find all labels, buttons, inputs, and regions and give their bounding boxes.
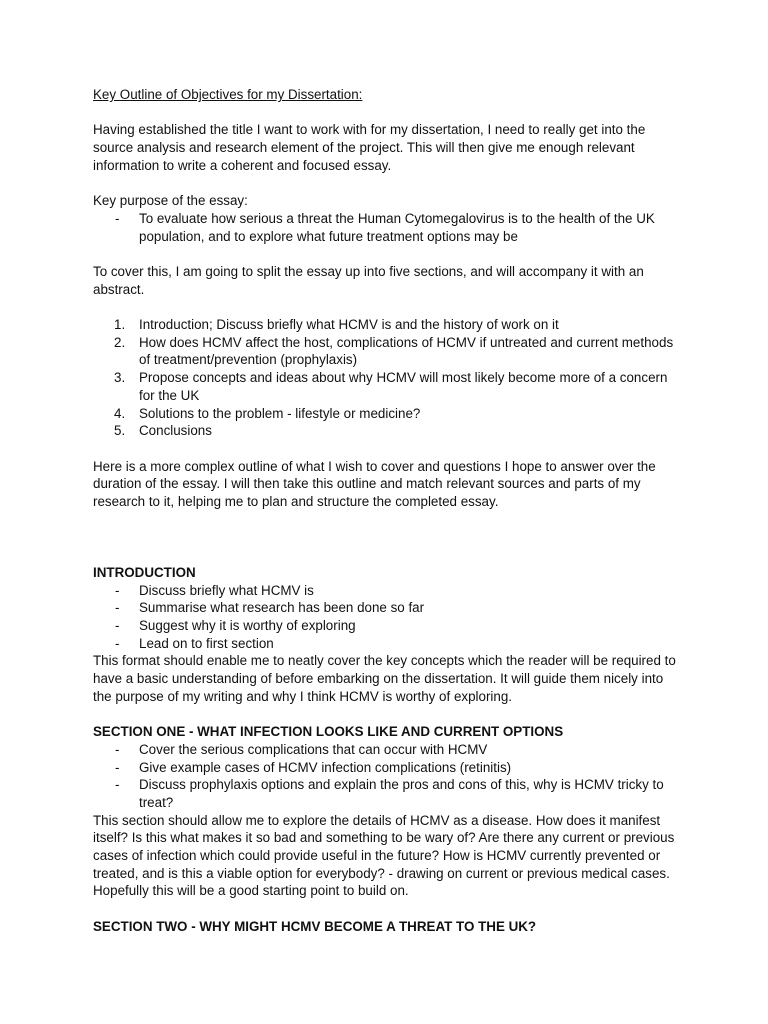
bullet-dash: - xyxy=(115,600,120,616)
list-item: - Cover the serious complications that can occur with HCMV xyxy=(115,741,488,757)
list-number: 3. xyxy=(114,370,126,386)
list-item: - To evaluate how serious a threat the Human Cytomegalovirus is to the health of the UK population, and to explore what future treatment options may be xyxy=(115,210,655,244)
section-one-list xyxy=(93,741,683,812)
list-item: - Give example cases of HCMV infection complications (retinitis) xyxy=(115,759,512,775)
sections-paragraph: To cover this, I am going to split the essay up into five sections, and will accompany it with an abstract. xyxy=(93,263,644,297)
bullet-dash: - xyxy=(115,635,120,651)
bullet-dash: - xyxy=(115,210,120,226)
introduction-heading: INTRODUCTION xyxy=(93,564,196,580)
bullet-dash: - xyxy=(115,777,120,793)
introduction-list xyxy=(93,582,683,653)
list-item: - Discuss prophylaxis options and explain the pros and cons of this, why is HCMV tricky to treat? xyxy=(115,777,664,810)
section-one-heading: SECTION ONE - WHAT INFECTION LOOKS LIKE AND CURRENT OPTIONS xyxy=(93,724,564,740)
document-page xyxy=(93,86,683,936)
introduction-paragraph: This format should enable me to neatly cover the key concepts which the reader will be required to have a basic understanding of before embarking on the dissertation. It will guide them nicely into the purpose of my writing and why I think HCMV is worthy of exploring. xyxy=(93,653,676,704)
list-item: - Summarise what research has been done so far xyxy=(115,600,425,616)
list-item: 1. Introduction; Discuss briefly what HCMV is and the history of work on it xyxy=(114,317,559,333)
bullet-dash: - xyxy=(115,617,120,633)
document-title: Key Outline of Objectives for my Dissertation: xyxy=(93,87,363,102)
bullet-dash: - xyxy=(115,759,120,775)
bullet-dash: - xyxy=(115,741,120,757)
list-number: 4. xyxy=(114,405,126,421)
list-number: 5. xyxy=(114,423,126,439)
section-two-heading: SECTION TWO - WHY MIGHT HCMV BECOME A THREAT TO THE UK? xyxy=(93,918,537,934)
list-number: 2. xyxy=(114,334,126,350)
list-item: - Suggest why it is worthy of exploring xyxy=(115,617,356,633)
list-number: 1. xyxy=(114,317,126,333)
section-one-paragraph: This section should allow me to explore the details of HCMV as a disease. How does it manifest itself? Is this what makes it so bad and something to be wary of? Are there any current or previous cases of infection which could provide useful in the future? How is HCMV currently prevented or treated, and is this a viable option for everybody? - drawing on current or previous medical cases. Hopefully this will be a good starting point to build on. xyxy=(93,812,675,899)
list-item: - Discuss briefly what HCMV is xyxy=(115,582,314,598)
outline-paragraph: Here is a more complex outline of what I wish to cover and questions I hope to answer over the duration of the essay. I will then take this outline and match relevant sources and parts of my research to it, helping me to plan and structure the completed essay. xyxy=(93,458,656,510)
intro-paragraph: Having established the title I want to work with for my dissertation, I need to really get into the source analysis and research element of the project. This will then give me enough relevant information to write a coherent and focused essay. xyxy=(93,122,646,173)
list-item: 5. Conclusions xyxy=(114,423,212,439)
sections-list xyxy=(93,316,683,440)
bullet-dash: - xyxy=(115,582,120,598)
list-item: 2. How does HCMV affect the host, complications of HCMV if untreated and current methods of treatment/prevention (prophylaxis) xyxy=(114,334,674,368)
purpose-list xyxy=(93,210,683,245)
purpose-heading: Key purpose of the essay: xyxy=(93,193,248,209)
list-item: 4. Solutions to the problem - lifestyle or medicine? xyxy=(114,405,421,421)
list-item: - Lead on to first section xyxy=(115,635,274,651)
list-item: 3. Propose concepts and ideas about why HCMV will most likely become more of a concern for the UK xyxy=(114,370,668,403)
